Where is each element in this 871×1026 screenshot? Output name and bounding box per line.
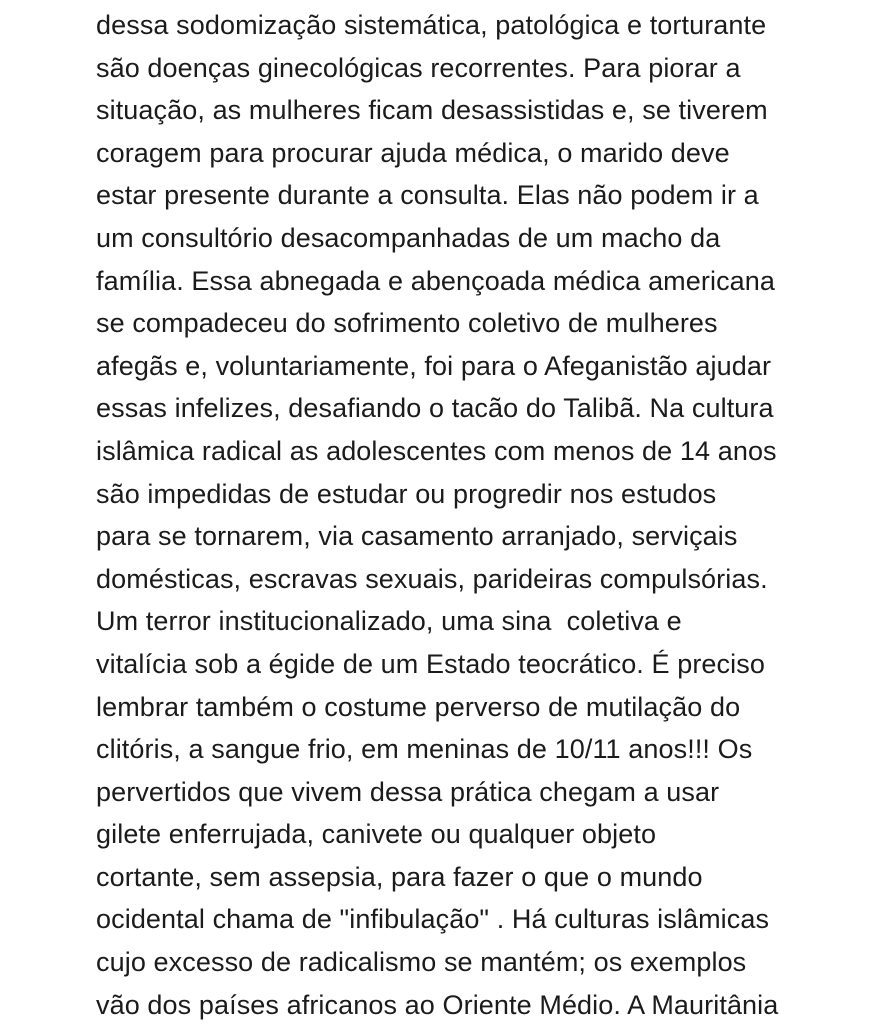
text-line: afegãs e, voluntariamente, foi para o Afeganistão ajudar	[96, 350, 772, 381]
text-line: islâmica radical as adolescentes com menos de 14 anos	[96, 435, 777, 466]
text-line: gilete enferrujada, canivete ou qualquer objeto	[96, 819, 657, 850]
text-line: situação, as mulheres ficam desassistidas e, se tiverem	[96, 95, 768, 126]
text-line: se compadeceu do sofrimento coletivo de mulheres	[96, 308, 718, 339]
text-line: família. Essa abnegada e abençoada médica americana	[96, 265, 776, 296]
text-line: um consultório desacompanhadas de um macho da	[96, 222, 721, 253]
text-line: cujo excesso de radicalismo se mantém; os exemplos	[96, 947, 747, 978]
text-line: estar presente durante a consulta. Elas não podem ir a	[96, 180, 759, 211]
text-line: dessa sodomização sistemática, patológica e torturante	[96, 10, 767, 40]
text-line: vão dos países africanos ao Oriente Médio. A Mauritânia	[96, 989, 779, 1020]
text-line: são impedidas de estudar ou progredir nos estudos	[96, 478, 717, 509]
text-line: coragem para procurar ajuda médica, o marido deve	[96, 137, 730, 168]
text-line: lembrar também o costume perverso de mutilação do	[96, 691, 741, 722]
text-line: para se tornarem, via casamento arranjado, serviçais	[96, 521, 738, 552]
text-line: são doenças ginecológicas recorrentes. Para piorar a	[96, 52, 741, 83]
text-line: domésticas, escravas sexuais, parideiras compulsórias.	[96, 563, 768, 594]
text-line: clitóris, a sangue frio, em meninas de 10/11 anos!!! Os	[96, 734, 753, 765]
text-line: ocidental chama de "infibulação" . Há culturas islâmicas	[96, 904, 770, 935]
text-line: essas infelizes, desafiando o tacão do Talibã. Na cultura	[96, 393, 774, 424]
text-line: pervertidos que vivem dessa prática chegam a usar	[96, 776, 720, 807]
text-line: Um terror institucionalizado, uma sina coletiva e	[96, 606, 682, 637]
text-line: vitalícia sob a égide de um Estado teocrático. É preciso	[96, 648, 765, 679]
text-line: cortante, sem assepsia, para fazer o que o mundo	[96, 861, 703, 892]
